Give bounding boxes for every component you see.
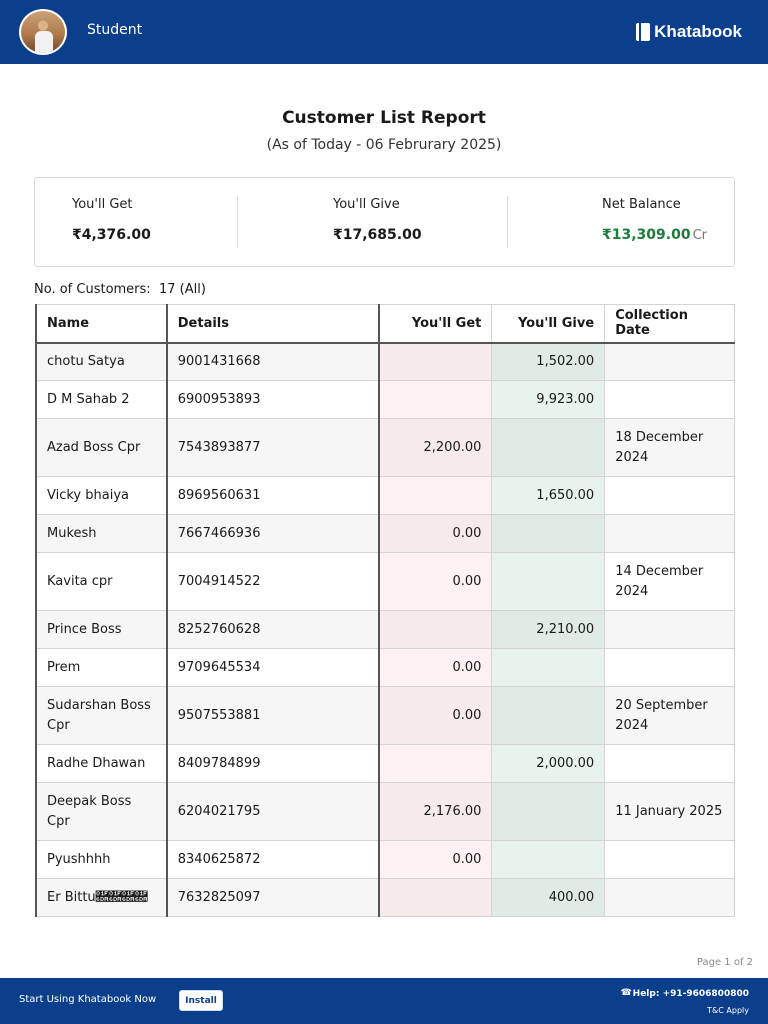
customer-name: Deepak Boss Cpr xyxy=(36,783,167,841)
header-collection-date: Collection Date xyxy=(605,305,735,343)
report-title: Customer List Report xyxy=(282,108,486,128)
customer-phone: 7632825097 xyxy=(167,879,379,917)
customer-phone: 6900953893 xyxy=(167,381,379,419)
customer-you-give xyxy=(492,687,605,745)
customer-name: Radhe Dhawan xyxy=(36,745,167,783)
footer-cta: Start Using Khatabook Now xyxy=(19,994,157,1005)
net-amount: ₹13,309.00 xyxy=(602,227,691,243)
table-row[interactable] xyxy=(36,477,735,515)
customer-phone: 9709645534 xyxy=(167,649,379,687)
header-you-give: You'll Give xyxy=(492,305,605,343)
header-name: Name xyxy=(36,305,167,343)
customer-you-give xyxy=(492,515,605,553)
customer-name: Vicky bhaiya xyxy=(36,477,167,515)
help-text: Help: +91-9606800800 xyxy=(632,989,749,999)
summary-give-value: ₹17,685.00 xyxy=(333,227,422,243)
brand-name: Khatabook xyxy=(654,22,742,41)
customer-collection-date xyxy=(605,343,735,381)
customer-name: D M Sahab 2 xyxy=(36,381,167,419)
summary-net-label: Net Balance xyxy=(602,197,681,212)
avatar[interactable] xyxy=(19,9,67,55)
customer-you-give xyxy=(492,553,605,611)
summary-give xyxy=(237,178,507,266)
customer-you-give: 9,923.00 xyxy=(492,381,605,419)
tc-link[interactable]: T&C Apply xyxy=(707,1006,749,1015)
customer-you-give: 2,210.00 xyxy=(492,611,605,649)
table-row[interactable] xyxy=(36,649,735,687)
customer-you-get xyxy=(379,745,492,783)
table-row[interactable] xyxy=(36,381,735,419)
customer-name: Er Bittu🛚🛚🛚🛚 xyxy=(36,879,167,917)
phone-icon xyxy=(622,990,630,999)
customer-collection-date: 18 December 2024 xyxy=(605,419,735,477)
customer-name: Prince Boss xyxy=(36,611,167,649)
summary-card xyxy=(34,177,735,267)
customer-collection-date xyxy=(605,381,735,419)
table-row[interactable] xyxy=(36,879,735,917)
customer-name: Prem xyxy=(36,649,167,687)
customer-you-give xyxy=(492,841,605,879)
summary-net-value xyxy=(602,227,707,243)
customer-collection-date: 14 December 2024 xyxy=(605,553,735,611)
net-suffix: Cr xyxy=(692,228,707,243)
customer-you-get: 0.00 xyxy=(379,649,492,687)
customer-you-get: 0.00 xyxy=(379,687,492,745)
table-row[interactable] xyxy=(36,611,735,649)
customer-collection-date xyxy=(605,611,735,649)
page-number: Page 1 of 2 xyxy=(696,957,753,968)
summary-get-value: ₹4,376.00 xyxy=(72,227,151,243)
table-row[interactable] xyxy=(36,745,735,783)
customer-name: Kavita cpr xyxy=(36,553,167,611)
customer-count-value: 17 (All) xyxy=(158,282,206,297)
customer-you-give: 2,000.00 xyxy=(492,745,605,783)
summary-net xyxy=(507,178,736,266)
help-line[interactable] xyxy=(622,989,749,999)
summary-get xyxy=(35,178,237,266)
customer-collection-date xyxy=(605,477,735,515)
customer-you-get: 2,200.00 xyxy=(379,419,492,477)
customer-collection-date: 20 September 2024 xyxy=(605,687,735,745)
install-button[interactable]: Install xyxy=(179,990,223,1011)
customer-you-give xyxy=(492,419,605,477)
table-row[interactable] xyxy=(36,553,735,611)
customer-you-get xyxy=(379,879,492,917)
customer-phone: 6204021795 xyxy=(167,783,379,841)
customer-collection-date xyxy=(605,745,735,783)
customer-phone: 9507553881 xyxy=(167,687,379,745)
customer-you-give xyxy=(492,649,605,687)
customer-name: chotu Satya xyxy=(36,343,167,381)
top-bar xyxy=(0,0,768,64)
customer-you-get xyxy=(379,343,492,381)
customer-you-get xyxy=(379,381,492,419)
customer-phone: 7004914522 xyxy=(167,553,379,611)
brand-logo xyxy=(636,22,742,42)
report-subtitle: (As of Today - 06 Februrary 2025) xyxy=(266,137,502,153)
table-row[interactable] xyxy=(36,419,735,477)
customer-you-get xyxy=(379,477,492,515)
customer-phone: 7667466936 xyxy=(167,515,379,553)
header-you-get: You'll Get xyxy=(379,305,492,343)
customer-phone: 8340625872 xyxy=(167,841,379,879)
customer-phone: 8252760628 xyxy=(167,611,379,649)
summary-give-label: You'll Give xyxy=(333,197,400,212)
header-details: Details xyxy=(167,305,379,343)
customer-name: Sudarshan Boss Cpr xyxy=(36,687,167,745)
customer-you-give xyxy=(492,783,605,841)
business-name: Student xyxy=(87,22,143,38)
customer-phone: 9001431668 xyxy=(167,343,379,381)
table-header-row xyxy=(36,305,735,343)
footer-bar xyxy=(0,978,768,1024)
customer-phone: 8969560631 xyxy=(167,477,379,515)
table-row[interactable] xyxy=(36,783,735,841)
book-icon xyxy=(636,23,650,41)
customer-collection-date xyxy=(605,649,735,687)
customer-you-give: 400.00 xyxy=(492,879,605,917)
customer-you-get: 0.00 xyxy=(379,841,492,879)
customer-collection-date xyxy=(605,841,735,879)
customer-you-give: 1,650.00 xyxy=(492,477,605,515)
customer-count xyxy=(34,282,206,297)
customer-you-get xyxy=(379,611,492,649)
customer-name: Mukesh xyxy=(36,515,167,553)
summary-get-label: You'll Get xyxy=(72,197,133,212)
customer-you-give: 1,502.00 xyxy=(492,343,605,381)
customer-you-get: 0.00 xyxy=(379,515,492,553)
customer-phone: 7543893877 xyxy=(167,419,379,477)
customer-table xyxy=(35,304,735,917)
table-row[interactable] xyxy=(36,687,735,745)
customer-collection-date xyxy=(605,515,735,553)
customer-collection-date xyxy=(605,879,735,917)
customer-collection-date: 11 January 2025 xyxy=(605,783,735,841)
customer-name: Azad Boss Cpr xyxy=(36,419,167,477)
customer-phone: 8409784899 xyxy=(167,745,379,783)
table-row[interactable] xyxy=(36,343,735,381)
table-row[interactable] xyxy=(36,841,735,879)
customer-you-get: 0.00 xyxy=(379,553,492,611)
customer-count-label: No. of Customers: xyxy=(34,282,151,297)
table-row[interactable] xyxy=(36,515,735,553)
customer-name: Pyushhhh xyxy=(36,841,167,879)
customer-you-get: 2,176.00 xyxy=(379,783,492,841)
